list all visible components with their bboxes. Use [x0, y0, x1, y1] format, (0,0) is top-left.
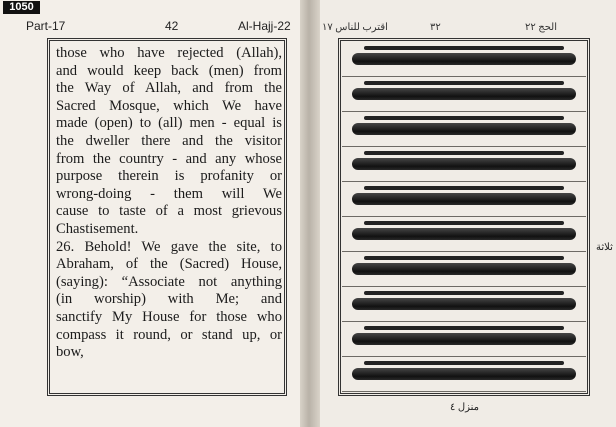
arabic-diacritics — [364, 221, 564, 225]
translation-line: bow, — [56, 344, 84, 361]
arabic-diacritics — [364, 361, 564, 365]
manzil-marker: منزل ٤ — [450, 402, 480, 413]
arabic-script — [352, 298, 576, 310]
translation-line: Chastisement. — [56, 220, 139, 237]
book-page-number: 1050 — [3, 1, 40, 14]
translation-line: 26. Behold! We gave the site, to — [56, 238, 282, 255]
arabic-diacritics — [364, 291, 564, 295]
translation-line: compass it round, or stand up, or — [56, 326, 282, 343]
arabic-line — [342, 252, 586, 287]
header-juz: اقترب للناس ١٧ — [322, 22, 388, 33]
translation-line: (saying): “Associate not anything — [56, 273, 282, 290]
arabic-script — [352, 158, 576, 170]
arabic-line — [342, 357, 586, 392]
translation-line: sanctify My House for those who — [56, 308, 282, 325]
arabic-line — [342, 112, 586, 147]
header-part: Part-17 — [26, 19, 66, 33]
translation-text — [56, 45, 282, 362]
margin-marker: ثلاثة — [596, 242, 613, 253]
arabic-script — [352, 333, 576, 345]
translation-line: purpose therein is profanity or — [56, 168, 282, 185]
arabic-script — [352, 263, 576, 275]
translation-line: the Way of Allah, and from the — [56, 80, 282, 97]
arabic-script — [352, 368, 576, 380]
translation-line: those who have rejected (Allah), — [56, 45, 282, 61]
translation-line: (in worship) with Me; and — [56, 291, 282, 308]
arabic-diacritics — [364, 116, 564, 120]
translation-line: the dweller there and the visitor — [56, 132, 282, 149]
translation-line: wrong-doing - them will We — [56, 185, 282, 202]
arabic-script — [352, 228, 576, 240]
book-gutter — [300, 0, 320, 427]
arabic-script — [352, 123, 576, 135]
header-page-number: 42 — [165, 19, 179, 33]
arabic-diacritics — [364, 326, 564, 330]
arabic-diacritics — [364, 151, 564, 155]
arabic-script — [352, 88, 576, 100]
arabic-line — [342, 42, 586, 77]
header-arabic-surah: الحج ٢٢ — [525, 22, 557, 33]
translation-line: made (open) to (all) men - equal is — [56, 115, 282, 132]
translation-line: cause to taste of a most grievous — [56, 203, 282, 220]
arabic-script — [352, 193, 576, 205]
arabic-diacritics — [364, 46, 564, 50]
arabic-diacritics — [364, 256, 564, 260]
arabic-diacritics — [364, 81, 564, 85]
arabic-line — [342, 182, 586, 217]
header-arabic-page-number: ٣٢ — [430, 22, 441, 33]
arabic-line — [342, 77, 586, 112]
arabic-line — [342, 322, 586, 357]
translation-line: Sacred Mosque, which We have — [56, 97, 282, 114]
translation-line: Abraham, of the (Sacred) House, — [56, 256, 282, 273]
arabic-script — [352, 53, 576, 65]
translation-line: from the country - and any whose — [56, 150, 282, 167]
arabic-line — [342, 147, 586, 182]
arabic-line — [342, 217, 586, 252]
arabic-diacritics — [364, 186, 564, 190]
arabic-line — [342, 287, 586, 322]
translation-line: and would keep back (men) from — [56, 62, 282, 79]
header-surah: Al-Hajj-22 — [238, 19, 291, 33]
